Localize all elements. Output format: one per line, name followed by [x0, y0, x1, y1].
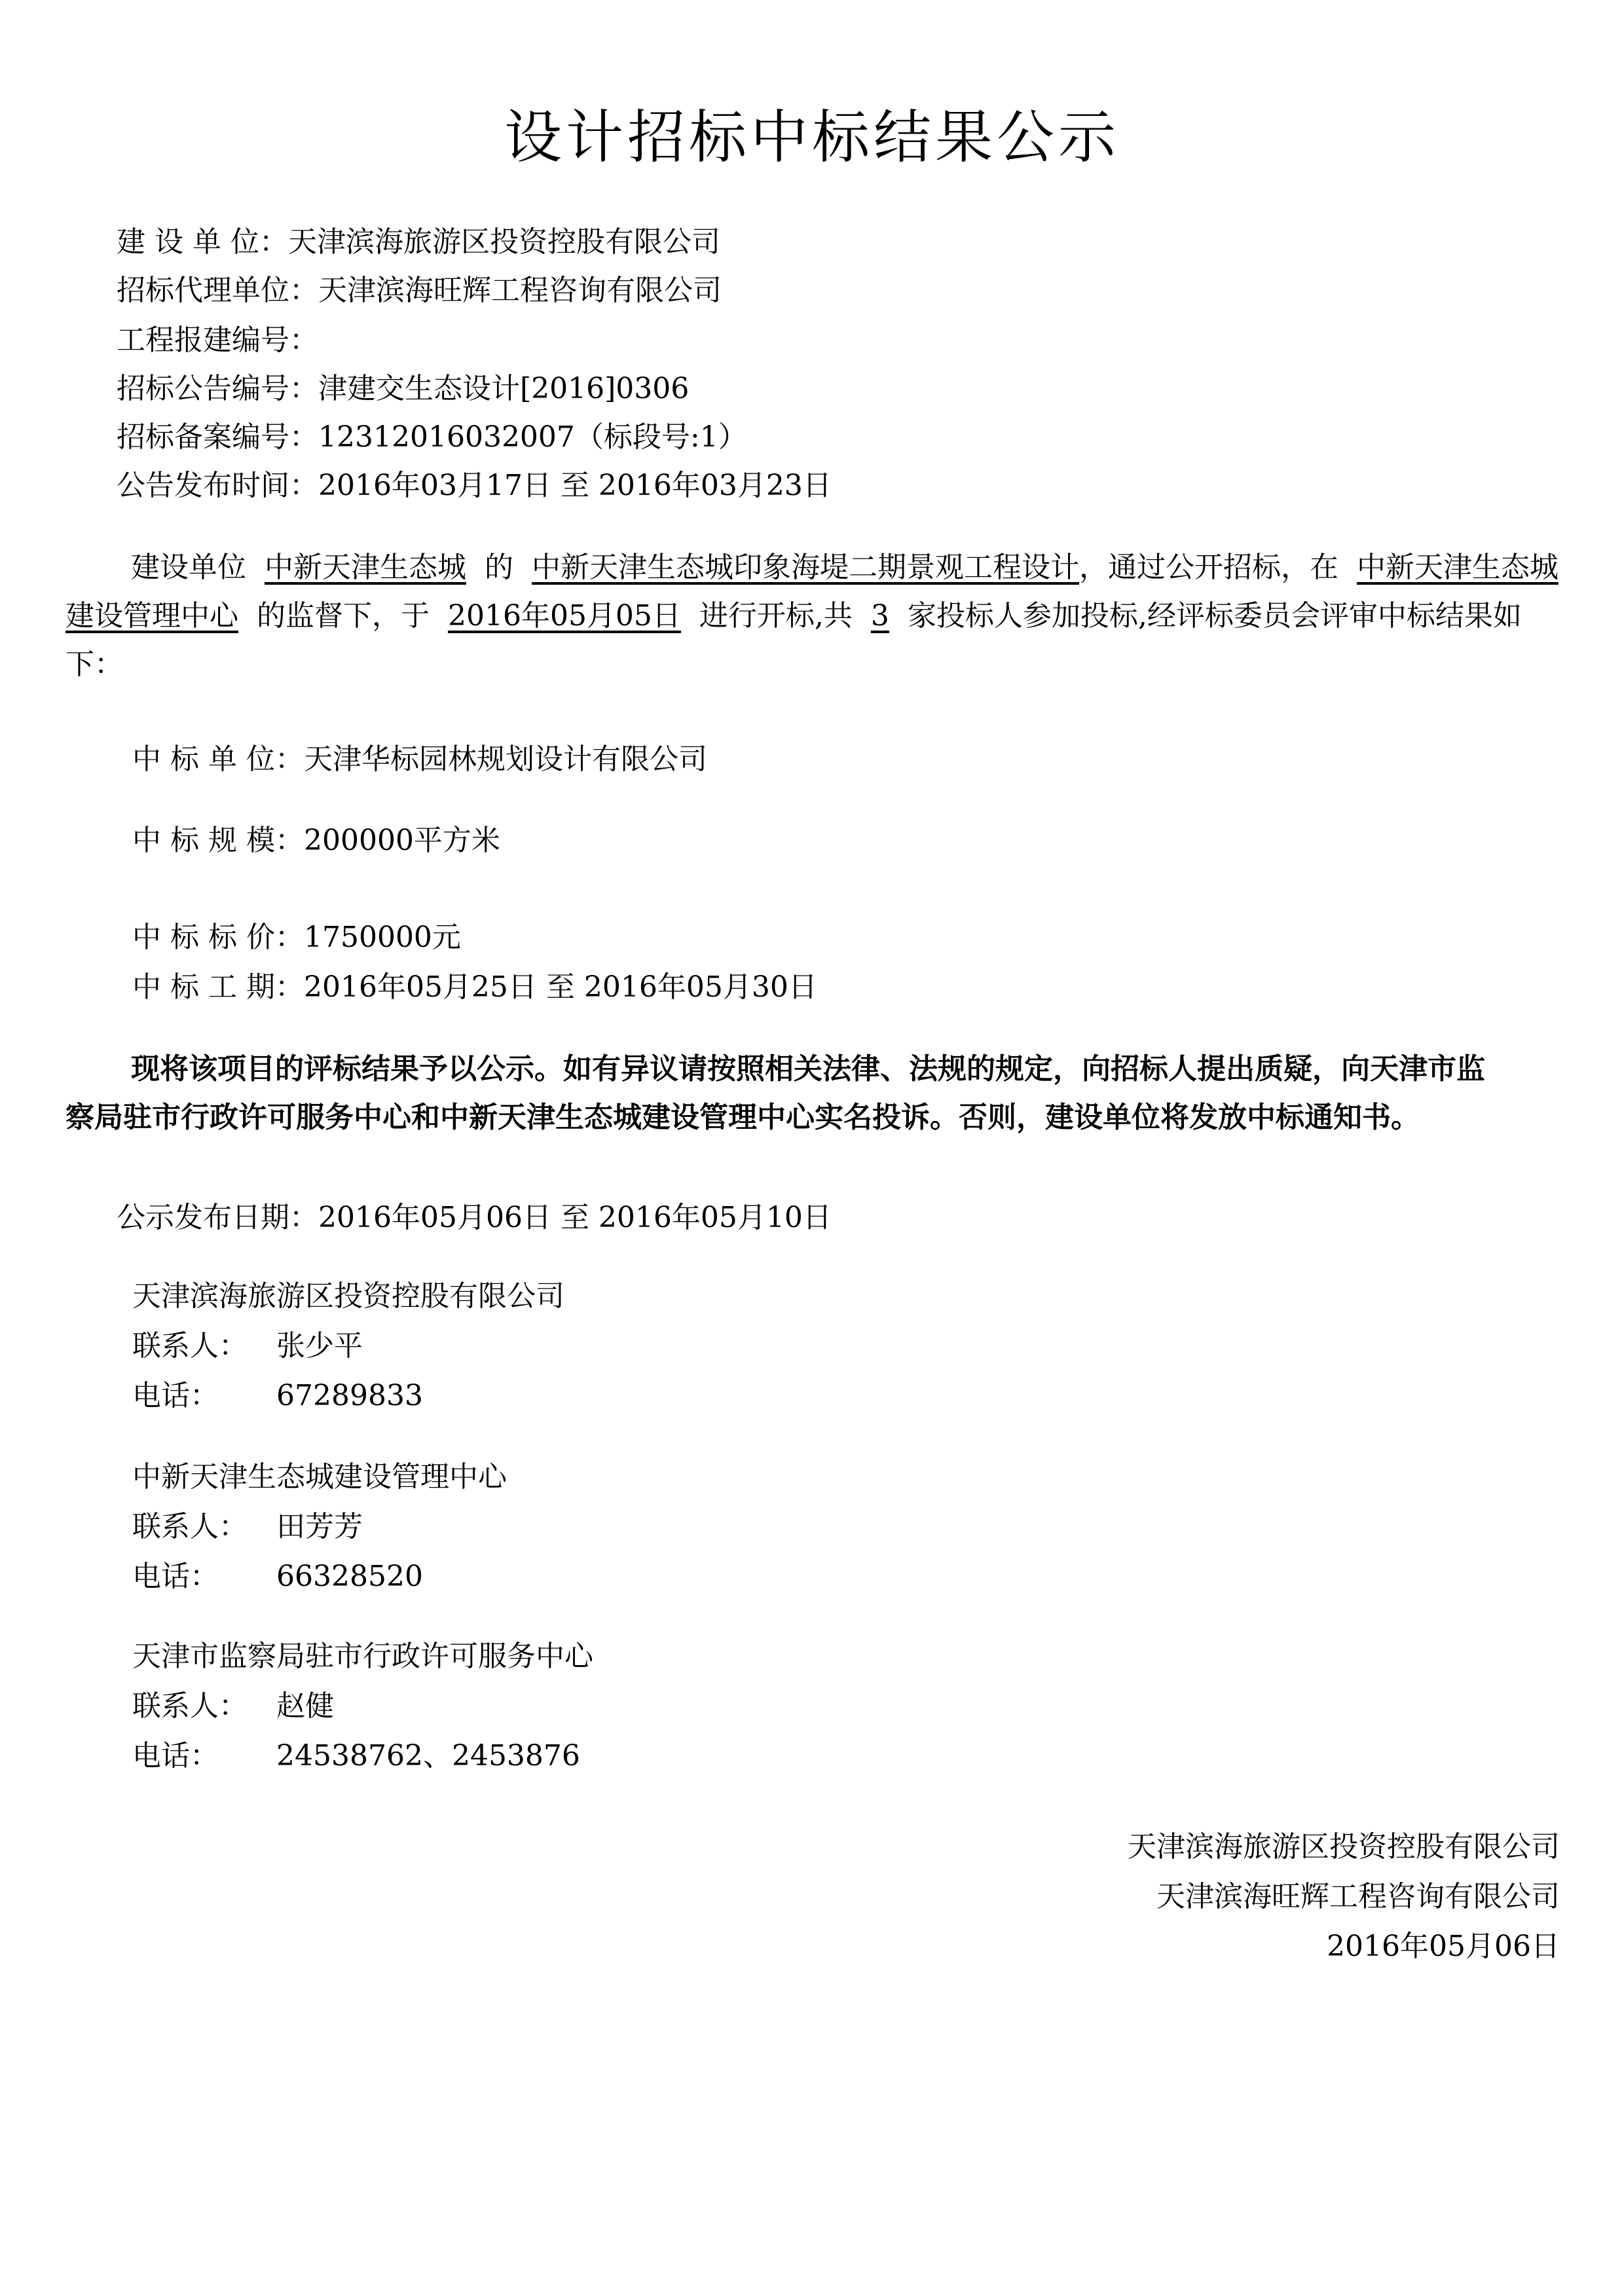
- contact-phone-label: 电话：: [132, 1739, 219, 1772]
- notice-no-value: 津建交生态设计[2016]0306: [318, 372, 690, 405]
- contact-phone-label: 电话：: [132, 1560, 219, 1593]
- contact-phone: 67289833: [276, 1379, 423, 1412]
- intro-unit: 中新天津生态城: [264, 551, 466, 584]
- notice-paragraph: 现将该项目的评标结果予以公示。如有异议请按照相关法律、法规的规定，向招标人提出质疑，向天津市监察局驻市行政许可服务中心和中新天津生态城建设管理中心实名投诉。否则，建设单位将发放中标通知书。: [65, 1052, 1485, 1134]
- signature-org-1: 天津滨海旅游区投资控股有限公司: [1128, 1830, 1560, 1864]
- build-unit-row: [117, 225, 720, 259]
- notice-no-row: [117, 372, 690, 405]
- scale-row: [132, 826, 500, 855]
- agent-row: [117, 276, 722, 305]
- intro-paragraph: [65, 543, 1565, 689]
- intro-text-6: 家投标人参加投标,经评标委员会评审中标结果如下：: [65, 599, 1522, 681]
- contact-person: 田芳芳: [276, 1510, 363, 1543]
- record-no-label: 招标备案编号：: [117, 420, 318, 454]
- publish-time-value: 2016年03月17日 至 2016年03月23日: [318, 469, 832, 502]
- publicity-value: 2016年05月06日 至 2016年05月10日: [318, 1201, 832, 1234]
- contact-person-label: 联系人：: [132, 1689, 248, 1723]
- price-value: 1750000元: [303, 921, 461, 954]
- winner-label: 中 标 单 位：: [132, 743, 304, 776]
- record-no-row: [117, 420, 747, 454]
- document-title: 设计招标中标结果公示: [504, 103, 1120, 171]
- contact-phone-row: [132, 1379, 423, 1412]
- publicity-label: 公示发布日期：: [117, 1201, 318, 1234]
- period-label: 中 标 工 期：: [132, 970, 304, 1004]
- period-row: [132, 970, 817, 1004]
- contact-org: 天津市监察局驻市行政许可服务中心: [132, 1640, 593, 1673]
- winner-row: [132, 745, 707, 774]
- publicity-row: [117, 1203, 832, 1232]
- build-unit-value: 天津滨海旅游区投资控股有限公司: [287, 225, 720, 259]
- contact-person-row: [132, 1510, 363, 1543]
- intro-project: 中新天津生态城印象海堤二期景观工程设计: [531, 551, 1079, 584]
- winner-value: 天津华标园林规划设计有限公司: [303, 743, 707, 776]
- agent-value: 天津滨海旺辉工程咨询有限公司: [318, 274, 722, 307]
- intro-text-1: 建设单位: [131, 551, 246, 584]
- price-row: [132, 923, 461, 952]
- scale-value: 200000平方米: [303, 824, 500, 857]
- contact-person-label: 联系人：: [132, 1510, 248, 1543]
- publish-time-row: [117, 471, 832, 500]
- intro-text-2: 的: [484, 551, 513, 584]
- record-no-value: 12312016032007（标段号:1）: [318, 420, 747, 454]
- intro-text-4: 的监督下，于: [256, 599, 430, 633]
- intro-text-5: 进行开标,共: [699, 599, 853, 633]
- intro-bidders: 3: [870, 599, 889, 633]
- project-no-row: [117, 323, 318, 357]
- signature-date: 2016年05月06日: [1327, 1930, 1560, 1963]
- contact-phone-row: [132, 1562, 423, 1591]
- publish-time-label: 公告发布时间：: [117, 469, 318, 502]
- project-no-label: 工程报建编号：: [117, 323, 318, 357]
- price-label: 中 标 标 价：: [132, 921, 304, 954]
- contact-person: 赵健: [276, 1689, 334, 1723]
- signature-org-2: 天津滨海旺辉工程咨询有限公司: [1156, 1880, 1560, 1913]
- agent-label: 招标代理单位：: [117, 274, 318, 307]
- intro-open-date: 2016年05月05日: [447, 599, 681, 633]
- contact-person: 张少平: [276, 1329, 363, 1363]
- period-value: 2016年05月25日 至 2016年05月30日: [303, 970, 817, 1004]
- contact-phone: 24538762、2453876: [276, 1739, 580, 1772]
- scale-label: 中 标 规 模：: [132, 824, 304, 857]
- contact-person-label: 联系人：: [132, 1329, 248, 1363]
- contact-person-row: [132, 1329, 363, 1363]
- contact-person-row: [132, 1689, 334, 1723]
- contact-phone: 66328520: [276, 1560, 423, 1593]
- contact-phone-row: [132, 1739, 580, 1772]
- notice-no-label: 招标公告编号：: [117, 372, 318, 405]
- contact-org: 天津滨海旅游区投资控股有限公司: [132, 1279, 564, 1313]
- build-unit-label: 建 设 单 位：: [117, 225, 288, 259]
- contact-phone-label: 电话：: [132, 1379, 219, 1412]
- intro-supervisor: 中新天津生态城建设管理中心: [65, 551, 1559, 633]
- contact-org: 中新天津生态城建设管理中心: [132, 1460, 507, 1494]
- intro-text-3: ，通过公开招标，在: [1079, 551, 1338, 584]
